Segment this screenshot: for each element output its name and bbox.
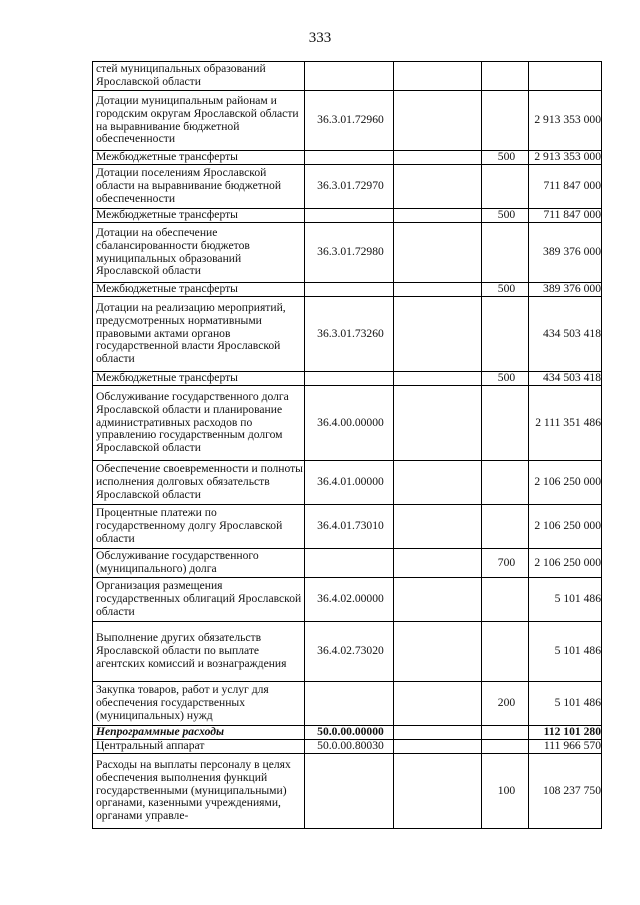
expense-name: Дотации муниципальным районам и городским округам Ярославской области на выравнивание бюджетной обеспеченности xyxy=(93,91,305,151)
expense-name: Выполнение других обязательств Ярославской области по выплате агентских комиссий и вознаграждения xyxy=(93,622,305,682)
empty-cell xyxy=(394,754,482,829)
amount: 2 106 250 000 xyxy=(529,461,602,505)
amount: 111 966 570 xyxy=(529,740,602,754)
expense-type xyxy=(482,505,529,549)
expense-type: 100 xyxy=(482,754,529,829)
amount: 108 237 750 xyxy=(529,754,602,829)
amount: 2 913 353 000 xyxy=(529,151,602,165)
target-code: 36.4.02.73020 xyxy=(305,622,394,682)
expense-name: Центральный аппарат xyxy=(93,740,305,754)
empty-cell xyxy=(394,223,482,283)
amount: 2 106 250 000 xyxy=(529,549,602,578)
table-row xyxy=(93,283,602,297)
expense-name: Дотации на реализацию мероприятий, предусмотренных нормативными правовыми актами органов государственной власти Ярославской области xyxy=(93,297,305,372)
expense-name: Межбюджетные трансферты xyxy=(93,151,305,165)
expense-type xyxy=(482,386,529,461)
expense-type xyxy=(482,622,529,682)
expense-name: Межбюджетные трансферты xyxy=(93,283,305,297)
target-code xyxy=(305,549,394,578)
expense-type xyxy=(482,578,529,622)
expense-name: Обслуживание государственного долга Ярославской области и планирование административных расходов по управлению государственным долгом Ярославской области xyxy=(93,386,305,461)
target-code: 50.0.00.00000 xyxy=(305,726,394,740)
table-row xyxy=(93,209,602,223)
amount: 711 847 000 xyxy=(529,165,602,209)
expense-name: Дотации поселениям Ярославской области на выравнивание бюджетной обеспеченности xyxy=(93,165,305,209)
amount: 389 376 000 xyxy=(529,223,602,283)
amount xyxy=(529,62,602,91)
table-row xyxy=(93,223,602,283)
table-row xyxy=(93,91,602,151)
table-row xyxy=(93,549,602,578)
table-row xyxy=(93,740,602,754)
empty-cell xyxy=(394,386,482,461)
empty-cell xyxy=(394,682,482,726)
expense-name: стей муниципальных образований Ярославской области xyxy=(93,62,305,91)
table-row xyxy=(93,622,602,682)
target-code: 36.4.02.00000 xyxy=(305,578,394,622)
expense-type xyxy=(482,223,529,283)
table-row xyxy=(93,505,602,549)
empty-cell xyxy=(394,549,482,578)
target-code xyxy=(305,754,394,829)
expense-name: Процентные платежи по государственному долгу Ярославской области xyxy=(93,505,305,549)
empty-cell xyxy=(394,283,482,297)
amount: 112 101 280 xyxy=(529,726,602,740)
expense-name: Дотации на обеспечение сбалансированности бюджетов муниципальных образований Ярославской области xyxy=(93,223,305,283)
target-code xyxy=(305,151,394,165)
expense-type xyxy=(482,91,529,151)
table-row xyxy=(93,151,602,165)
table-row xyxy=(93,726,602,740)
target-code: 50.0.00.80030 xyxy=(305,740,394,754)
target-code: 36.3.01.73260 xyxy=(305,297,394,372)
expense-name: Закупка товаров, работ и услуг для обеспечения государственных (муниципальных) нужд xyxy=(93,682,305,726)
expense-type xyxy=(482,740,529,754)
amount: 434 503 418 xyxy=(529,297,602,372)
expense-type xyxy=(482,165,529,209)
target-code xyxy=(305,283,394,297)
table-row xyxy=(93,62,602,91)
table-row xyxy=(93,165,602,209)
empty-cell xyxy=(394,151,482,165)
amount: 2 106 250 000 xyxy=(529,505,602,549)
expense-type: 500 xyxy=(482,372,529,386)
expense-type xyxy=(482,726,529,740)
amount: 5 101 486 xyxy=(529,578,602,622)
expense-name: Межбюджетные трансферты xyxy=(93,209,305,223)
amount: 711 847 000 xyxy=(529,209,602,223)
table-row xyxy=(93,461,602,505)
page-number: 333 xyxy=(308,30,332,46)
expense-name: Расходы на выплаты персоналу в целях обеспечения выполнения функций государственными (муниципальными) органами, казенными учреждениями, органами управле- xyxy=(93,754,305,829)
empty-cell xyxy=(394,726,482,740)
empty-cell xyxy=(394,209,482,223)
empty-cell xyxy=(394,91,482,151)
empty-cell xyxy=(394,461,482,505)
target-code: 36.3.01.72960 xyxy=(305,91,394,151)
table-row xyxy=(93,386,602,461)
amount: 2 111 351 486 xyxy=(529,386,602,461)
table-row xyxy=(93,578,602,622)
target-code: 36.3.01.72970 xyxy=(305,165,394,209)
empty-cell xyxy=(394,297,482,372)
expense-type: 500 xyxy=(482,283,529,297)
target-code: 36.4.01.00000 xyxy=(305,461,394,505)
empty-cell xyxy=(394,62,482,91)
expense-name: Межбюджетные трансферты xyxy=(93,372,305,386)
empty-cell xyxy=(394,578,482,622)
target-code xyxy=(305,682,394,726)
expense-name: Организация размещения государственных облигаций Ярославской области xyxy=(93,578,305,622)
target-code xyxy=(305,62,394,91)
expense-name: Непрограммные расходы xyxy=(93,726,305,740)
empty-cell xyxy=(394,622,482,682)
target-code: 36.3.01.72980 xyxy=(305,223,394,283)
empty-cell xyxy=(394,505,482,549)
budget-table xyxy=(92,61,602,829)
table-row xyxy=(93,754,602,829)
empty-cell xyxy=(394,372,482,386)
table-row xyxy=(93,682,602,726)
target-code: 36.4.00.00000 xyxy=(305,386,394,461)
expense-type xyxy=(482,297,529,372)
expense-type xyxy=(482,461,529,505)
table-row xyxy=(93,372,602,386)
expense-type: 700 xyxy=(482,549,529,578)
expense-type xyxy=(482,62,529,91)
expense-type: 500 xyxy=(482,151,529,165)
amount: 434 503 418 xyxy=(529,372,602,386)
target-code xyxy=(305,209,394,223)
empty-cell xyxy=(394,740,482,754)
expense-type: 200 xyxy=(482,682,529,726)
amount: 2 913 353 000 xyxy=(529,91,602,151)
amount: 5 101 486 xyxy=(529,682,602,726)
table-row xyxy=(93,297,602,372)
expense-type: 500 xyxy=(482,209,529,223)
empty-cell xyxy=(394,165,482,209)
amount: 389 376 000 xyxy=(529,283,602,297)
target-code: 36.4.01.73010 xyxy=(305,505,394,549)
expense-name: Обслуживание государственного (муниципального) долга xyxy=(93,549,305,578)
target-code xyxy=(305,372,394,386)
amount: 5 101 486 xyxy=(529,622,602,682)
expense-name: Обеспечение своевременности и полноты исполнения долговых обязательств Ярославской области xyxy=(93,461,305,505)
